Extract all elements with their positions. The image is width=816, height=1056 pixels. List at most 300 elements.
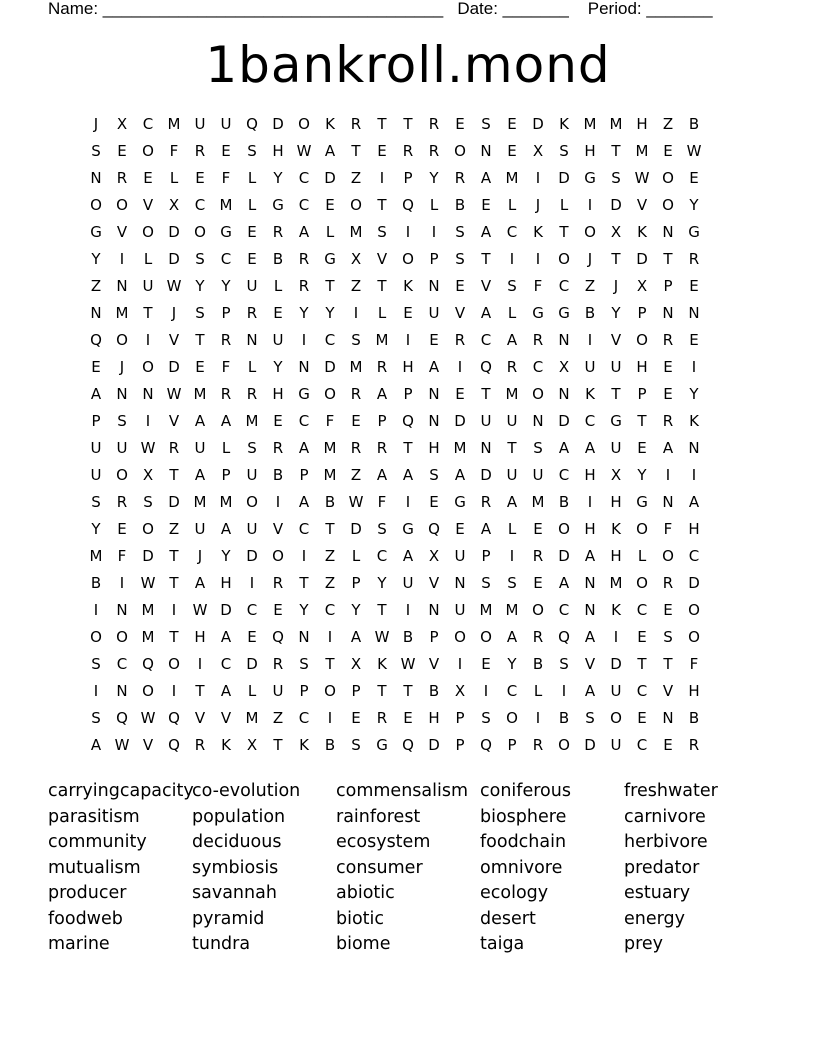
grid-letter: V [480,277,492,295]
grid-letter: E [351,709,361,727]
grid-letter: A [376,466,388,484]
grid-letter: I [665,466,671,484]
grid-letter: O [142,682,154,700]
grid-letter: P [221,466,231,484]
grid-letter: T [663,655,673,673]
grid-letter: I [691,358,697,376]
grid-letter: P [299,682,309,700]
grid-letter: T [637,655,647,673]
grid-letter: R [246,304,258,322]
grid-letter: I [405,223,411,241]
grid-letter: T [325,655,335,673]
grid-letter: P [429,250,439,268]
grid-letter: G [454,493,466,511]
grid-letter: A [480,520,492,538]
grid-letter: I [405,331,411,349]
grid-letter: R [688,250,700,268]
grid-row [83,219,733,246]
grid-letter: A [402,466,414,484]
grid-letter: H [428,709,440,727]
grid-letter: I [301,547,307,565]
grid-letter: Y [611,304,621,322]
grid-letter: O [636,520,648,538]
grid-letter: A [506,331,518,349]
grid-letter: P [455,736,465,754]
grid-letter: S [91,142,101,160]
grid-letter: S [559,142,569,160]
grid-letter: R [376,358,388,376]
grid-letter: A [480,304,492,322]
grid-letter: D [688,574,700,592]
grid-letter: V [454,304,466,322]
grid-letter: S [117,412,127,430]
grid-row [83,273,733,300]
grid-letter: B [90,574,102,592]
word-list-item: taiga [480,934,525,954]
grid-letter: E [663,736,673,754]
grid-letter: N [584,601,596,619]
grid-letter: X [532,142,544,160]
grid-letter: I [509,250,515,268]
grid-letter: P [351,682,361,700]
grid-letter: W [140,574,156,592]
grid-row [83,408,733,435]
grid-letter: E [507,142,517,160]
grid-letter: E [637,628,647,646]
grid-letter: O [116,196,128,214]
grid-letter: E [247,628,257,646]
grid-letter: G [324,250,336,268]
grid-letter: I [535,250,541,268]
grid-letter: L [273,277,283,295]
grid-letter: A [220,412,232,430]
grid-letter: D [428,736,440,754]
grid-letter: F [377,493,387,511]
grid-letter: S [299,655,309,673]
grid-letter: I [587,196,593,214]
grid-letter: T [273,736,283,754]
grid-letter: L [351,547,361,565]
grid-letter: I [379,169,385,187]
grid-letter: H [194,628,206,646]
grid-letter: E [273,601,283,619]
grid-letter: M [349,358,363,376]
grid-letter: F [663,520,673,538]
grid-letter: I [249,574,255,592]
grid-letter: T [169,628,179,646]
grid-letter: S [143,493,153,511]
grid-letter: N [90,304,102,322]
grid-letter: O [116,331,128,349]
grid-letter: R [402,142,414,160]
grid-letter: Y [273,358,283,376]
grid-letter: C [116,655,128,673]
grid-letter: U [246,520,258,538]
grid-letter: A [506,628,518,646]
grid-letter: V [584,655,596,673]
grid-letter: L [533,682,543,700]
grid-letter: N [454,574,466,592]
grid-letter: C [298,709,310,727]
grid-letter: A [324,142,336,160]
word-list-item: biotic [336,908,385,929]
grid-letter: C [558,601,570,619]
grid-letter: L [247,196,257,214]
grid-letter: S [507,277,517,295]
word-list-item: symbiosis [192,857,279,878]
grid-letter: G [558,304,570,322]
grid-letter: E [403,709,413,727]
grid-letter: H [402,358,414,376]
grid-letter: A [584,628,596,646]
grid-letter: D [168,493,180,511]
grid-letter: R [662,574,674,592]
word-list-item: savannah [192,883,277,903]
grid-letter: Y [299,304,309,322]
grid-letter: I [171,601,177,619]
grid-letter: X [168,196,180,214]
grid-letter: U [90,466,102,484]
grid-letter: H [688,520,700,538]
grid-letter: C [298,169,310,187]
grid-letter: W [634,169,650,187]
grid-letter: L [559,196,569,214]
grid-letter: U [610,736,622,754]
grid-letter: O [194,223,206,241]
grid-letter: I [561,682,567,700]
grid-letter: W [374,628,390,646]
grid-letter: N [428,601,440,619]
grid-letter: B [688,709,700,727]
grid-letter: D [558,547,570,565]
grid-letter: M [193,385,207,403]
grid-letter: I [691,466,697,484]
grid-letter: Q [480,736,492,754]
grid-letter: M [453,439,467,457]
grid-letter: I [457,358,463,376]
grid-letter: R [194,142,206,160]
grid-letter: W [296,142,312,160]
grid-letter: U [194,115,206,133]
grid-letter: T [325,520,335,538]
grid-letter: U [532,466,544,484]
grid-letter: V [610,331,622,349]
grid-letter: J [93,115,99,133]
grid-letter: I [613,628,619,646]
word-list-item: foodweb [48,908,123,929]
grid-letter: U [506,412,518,430]
grid-letter: X [454,682,466,700]
grid-letter: K [559,115,569,133]
grid-letter: Q [558,628,570,646]
grid-letter: R [480,493,492,511]
grid-letter: Q [402,412,414,430]
grid-letter: E [481,196,491,214]
grid-letter: M [193,493,207,511]
grid-letter: C [558,277,570,295]
grid-letter: S [247,142,257,160]
grid-letter: U [116,439,128,457]
grid-letter: W [686,142,702,160]
grid-letter: N [116,601,128,619]
word-list-item: co-evolution [192,781,301,801]
grid-letter: G [532,304,544,322]
grid-letter: N [298,628,310,646]
grid-letter: S [247,439,257,457]
grid-letter: U [194,439,206,457]
grid-letter: I [93,601,99,619]
grid-letter: N [298,358,310,376]
grid-letter: W [166,277,182,295]
grid-letter: J [119,358,125,376]
grid-letter: I [327,628,333,646]
grid-letter: A [558,574,570,592]
word-list-item: marine [48,934,110,954]
word-list-item: producer [48,883,127,903]
name-date-period-line: Name: ____________________________________ Date: _______ Period: _______ [48,0,713,18]
grid-letter: C [506,682,518,700]
grid-letter: W [348,493,364,511]
grid-letter: B [558,493,570,511]
page-title: 1bankroll.mond [205,36,611,94]
grid-letter: M [609,115,623,133]
grid-letter: A [350,628,362,646]
word-list-item: freshwater [624,781,718,801]
grid-letter: R [246,385,258,403]
grid-letter: T [481,385,491,403]
grid-letter: N [688,304,700,322]
grid-letter: D [168,223,180,241]
grid-letter: I [483,682,489,700]
grid-letter: S [351,736,361,754]
grid-letter: A [428,358,440,376]
grid-letter: O [142,520,154,538]
word-list-item: carnivore [624,806,706,827]
grid-letter: X [246,736,258,754]
grid-letter: R [350,439,362,457]
grid-letter: N [246,331,258,349]
grid-letter: V [168,331,180,349]
grid-letter: N [532,412,544,430]
grid-letter: A [90,385,102,403]
grid-letter: R [376,439,388,457]
word-list-item: ecology [480,883,549,903]
grid-letter: E [247,223,257,241]
grid-letter: W [400,655,416,673]
grid-letter: I [119,574,125,592]
grid-letter: Z [90,277,102,295]
grid-letter: B [272,466,284,484]
grid-letter: P [481,547,491,565]
grid-letter: I [405,493,411,511]
grid-letter: D [558,412,570,430]
grid-letter: T [559,223,569,241]
grid-row [83,462,733,489]
grid-letter: M [531,493,545,511]
grid-letter: N [662,493,674,511]
grid-letter: R [532,331,544,349]
grid-letter: L [247,169,257,187]
grid-letter: E [403,304,413,322]
grid-letter: C [636,682,648,700]
grid-letter: V [220,709,232,727]
grid-letter: C [194,196,206,214]
grid-letter: G [376,736,388,754]
grid-letter: T [169,574,179,592]
grid-letter: X [610,223,622,241]
grid-letter: E [455,520,465,538]
grid-letter: T [377,682,387,700]
grid-letter: U [480,412,492,430]
grid-letter: K [611,520,621,538]
grid-letter: Q [116,709,128,727]
grid-letter: E [247,250,257,268]
grid-letter: T [611,250,621,268]
grid-letter: M [141,601,155,619]
grid-letter: A [402,547,414,565]
grid-letter: K [585,385,595,403]
grid-letter: Z [324,547,336,565]
grid-letter: U [220,115,232,133]
grid-letter: C [558,466,570,484]
grid-row [83,381,733,408]
grid-letter: W [140,439,156,457]
grid-letter: P [637,304,647,322]
grid-letter: C [324,331,336,349]
grid-letter: A [194,412,206,430]
grid-letter: A [584,439,596,457]
grid-letter: V [662,682,674,700]
grid-row [83,624,733,651]
word-list-item: carryingcapacity [48,781,194,801]
grid-letter: T [377,115,387,133]
grid-letter: Z [350,277,362,295]
grid-letter: N [116,682,128,700]
grid-letter: A [558,439,570,457]
grid-letter: R [298,277,310,295]
grid-letter: O [324,385,336,403]
grid-letter: S [533,439,543,457]
grid-letter: S [195,304,205,322]
grid-letter: S [91,709,101,727]
grid-letter: N [116,385,128,403]
grid-letter: N [662,709,674,727]
grid-letter: V [376,250,388,268]
grid-letter: N [584,574,596,592]
grid-letter: X [610,466,622,484]
grid-letter: Y [429,169,439,187]
grid-letter: G [402,520,414,538]
word-list-item: prey [624,934,664,954]
grid-letter: R [454,169,466,187]
grid-letter: I [327,709,333,727]
grid-letter: O [142,223,154,241]
grid-letter: Y [221,547,231,565]
grid-letter: N [480,142,492,160]
grid-letter: U [506,466,518,484]
grid-row [83,300,733,327]
grid-letter: S [481,709,491,727]
grid-letter: Q [168,709,180,727]
grid-row [83,138,733,165]
grid-row [83,111,733,138]
grid-letter: M [245,709,259,727]
grid-letter: W [166,385,182,403]
grid-letter: M [609,574,623,592]
grid-letter: N [558,385,570,403]
grid-letter: E [689,331,699,349]
grid-letter: C [298,520,310,538]
grid-letter: C [324,601,336,619]
word-search-grid [83,111,733,759]
grid-letter: G [220,223,232,241]
word-list-item: foodchain [480,832,567,852]
grid-letter: U [454,601,466,619]
grid-letter: D [168,250,180,268]
grid-letter: T [351,142,361,160]
grid-row [83,651,733,678]
grid-letter: I [509,547,515,565]
grid-letter: U [246,466,258,484]
grid-letter: Z [662,115,674,133]
grid-letter: M [245,412,259,430]
grid-letter: S [377,520,387,538]
grid-letter: V [428,655,440,673]
grid-letter: N [480,439,492,457]
grid-letter: U [584,358,596,376]
grid-letter: E [429,331,439,349]
grid-letter: E [663,142,673,160]
grid-letter: F [117,547,127,565]
grid-letter: M [167,115,181,133]
grid-letter: O [168,655,180,673]
grid-letter: D [480,466,492,484]
grid-letter: A [480,169,492,187]
grid-row [83,246,733,273]
grid-letter: U [272,331,284,349]
grid-letter: H [272,142,284,160]
grid-letter: O [662,547,674,565]
grid-letter: E [481,655,491,673]
grid-letter: S [377,223,387,241]
grid-letter: K [377,655,387,673]
grid-letter: M [219,196,233,214]
grid-letter: S [351,331,361,349]
grid-letter: O [454,142,466,160]
grid-letter: K [299,736,309,754]
grid-letter: Q [480,358,492,376]
grid-letter: O [246,493,258,511]
grid-row [83,516,733,543]
grid-letter: C [298,196,310,214]
grid-letter: I [405,601,411,619]
grid-letter: O [532,385,544,403]
grid-letter: T [377,601,387,619]
grid-letter: T [403,115,413,133]
grid-letter: O [558,250,570,268]
grid-letter: D [584,736,596,754]
grid-letter: E [195,169,205,187]
grid-letter: E [143,169,153,187]
word-list-item: commensalism [336,781,469,801]
grid-letter: M [635,142,649,160]
grid-letter: F [689,655,699,673]
grid-letter: S [195,250,205,268]
grid-letter: U [402,574,414,592]
grid-letter: A [298,493,310,511]
grid-letter: G [636,493,648,511]
grid-letter: U [90,439,102,457]
